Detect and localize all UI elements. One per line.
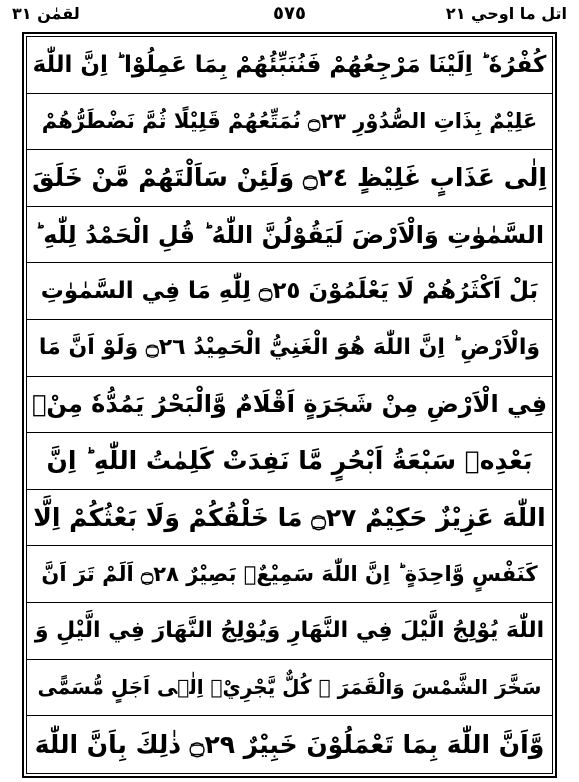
verse-line: فِي الْاَرْضِ مِنْ شَجَرَةٍ اَقْلَامٌ وَّالْبَحْرُ يَمُدُّهٗ مِنْۢ: [27, 377, 552, 434]
verse-line: بَلْ اَكْثَرُهُمْ لَا يَعْلَمُوْنَ ۝٢٥ لِلّٰهِ مَا فِي السَّمٰوٰتِ: [27, 263, 552, 320]
surah-title: لقمٰن ٣١: [12, 4, 80, 23]
verse-line: وَالْاَرْضِ ؕ اِنَّ اللّٰهَ هُوَ الْغَنِيُّ الْحَمِيْدُ ۝٢٦ وَلَوْ اَنَّ مَا: [27, 320, 552, 377]
verse-lines: [27, 37, 552, 773]
verse-line: اللّٰهَ يُوْلِجُ الَّيْلَ فِي النَّهَارِ وَيُوْلِجُ النَّهَارَ فِي الَّيْلِ وَ: [27, 603, 552, 660]
page-header: [0, 0, 579, 30]
verse-line: عَلِيْمٌ بِذَاتِ الصُّدُوْرِ ۝٢٣ نُمَتِّعُهُمْ قَلِيْلًا ثُمَّ نَضْطَرُّهُمْ: [27, 94, 552, 151]
verse-line: كَنَفْسٍ وَّاحِدَةٍ ؕ اِنَّ اللّٰهَ سَمِيْعٌۢ بَصِيْرٌ ۝٢٨ اَلَمْ تَرَ اَنَّ: [27, 546, 552, 603]
juz-title: اتل ما اوحي ٢١: [445, 4, 567, 23]
verse-line: اللّٰهَ عَزِيْزٌ حَكِيْمٌ ۝٢٧ مَا خَلْقُكُمْ وَلَا بَعْثُكُمْ اِلَّا: [27, 490, 552, 547]
verse-line: وَّاَنَّ اللّٰهَ بِمَا تَعْمَلُوْنَ خَبِيْرٌ ۝٢٩ ذٰلِكَ بِاَنَّ اللّٰهَ: [34, 729, 545, 759]
verse-line: بَعْدِهٖ سَبْعَةُ اَبْحُرٍ مَّا نَفِدَتْ كَلِمٰتُ اللّٰهِ ؕ اِنَّ: [27, 433, 552, 490]
verse-line: سَخَّرَ الشَّمْسَ وَالْقَمَرَ ؗ كُلٌّ يَّجْرِيْۤ اِلٰۤى اَجَلٍ مُّسَمًّى: [27, 660, 552, 717]
verse-line: السَّمٰوٰتِ وَالْاَرْضَ لَيَقُوْلُنَّ اللّٰهُ ؕ قُلِ الْحَمْدُ لِلّٰهِ ؕ: [27, 207, 552, 264]
verse-line: اِلٰى عَذَابٍ غَلِيْظٍ ۝٢٤ وَلَئِنْ سَاَلْتَهُمْ مَّنْ خَلَقَ: [27, 150, 552, 207]
verse-line: كُفْرُهٗ ؕ اِلَيْنَا مَرْجِعُهُمْ فَنُنَبِّئُهُمْ بِمَا عَمِلُوْا ؕ اِنَّ اللّٰهَ: [27, 37, 552, 94]
page-number: ٥٧٥: [273, 3, 306, 24]
